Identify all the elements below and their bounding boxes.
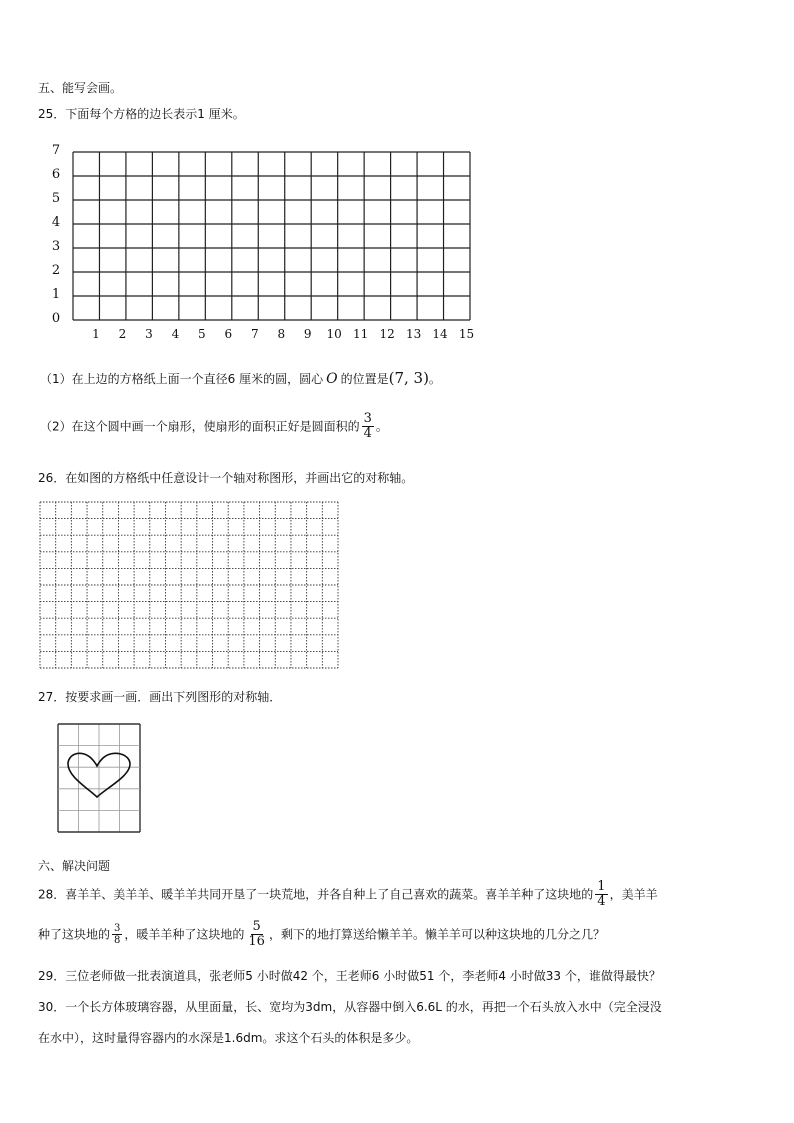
q25-center-variable: O bbox=[326, 371, 338, 387]
q25-y-label: 4 bbox=[51, 215, 61, 230]
q27-text: 27．按要求画一画．画出下列图形的对称轴． bbox=[38, 690, 282, 704]
q26-text: 26．在如图的方格纸中任意设计一个轴对称图形，并画出它的对称轴。 bbox=[38, 471, 414, 485]
section5-title: 五、能写会画。 bbox=[38, 81, 123, 95]
q25-x-label: 5 bbox=[198, 327, 206, 341]
q25-grid-lines bbox=[73, 152, 470, 320]
q25-sub2-text: （2）在这个圆中画一个扇形，使扇形的面积正好是圆面积的 bbox=[40, 419, 360, 434]
q25-x-label: 3 bbox=[145, 327, 153, 341]
q25-x-axis-labels bbox=[92, 327, 474, 341]
q28-line1 bbox=[38, 880, 658, 910]
q25-x-label: 8 bbox=[277, 327, 286, 341]
q25-sub1 bbox=[40, 369, 441, 387]
q25-x-label: 14 bbox=[432, 327, 448, 341]
q28-text5: ，剩下的地打算送给懒羊羊。懒羊羊可以种这块地的几分之几？ bbox=[268, 927, 605, 942]
q25-sub2-end: 。 bbox=[375, 419, 388, 434]
q25-center-coordinate: (7, 3) bbox=[388, 369, 429, 387]
q28-fraction-2 bbox=[112, 923, 122, 946]
q28-text1: 28．喜羊羊、美羊羊、暖羊羊共同开垦了一块荒地，并各自种上了自己喜欢的蔬菜。喜羊羊种了这块地的 bbox=[38, 887, 594, 902]
q25-sub1-text: （1）在上边的方格纸上面一个直径6 厘米的圆，圆心 bbox=[40, 372, 324, 386]
q25-x-label: 7 bbox=[250, 327, 259, 341]
q25-y-axis-labels bbox=[52, 143, 60, 326]
q25-x-label: 4 bbox=[171, 327, 180, 341]
q28-fraction-2-denominator: 8 bbox=[114, 935, 121, 947]
q25-y-label: 0 bbox=[51, 311, 61, 326]
q25-y-label: 3 bbox=[51, 239, 61, 254]
q25-x-label: 12 bbox=[379, 327, 395, 341]
q25-y-label: 6 bbox=[51, 167, 61, 182]
q28-fraction-3 bbox=[246, 920, 267, 950]
q28-line2 bbox=[38, 920, 605, 950]
q25-fraction-denominator: 4 bbox=[363, 426, 372, 442]
q25-grid bbox=[40, 140, 490, 345]
q25-sub1-end: 。 bbox=[428, 372, 441, 386]
q28-fraction-1-denominator: 4 bbox=[597, 894, 606, 910]
q25-x-label: 6 bbox=[224, 327, 233, 341]
q25-x-label: 2 bbox=[118, 327, 127, 341]
q25-sub2 bbox=[40, 412, 388, 442]
q30-line2: 在水中），这时量得容器内的水深是1.6dm。求这个石头的体积是多少。 bbox=[38, 1031, 419, 1045]
q25-x-label: 11 bbox=[353, 327, 369, 341]
q25-text: 25．下面每个方格的边长表示1 厘米。 bbox=[38, 107, 245, 121]
q28-fraction-3-numerator: 5 bbox=[252, 919, 261, 934]
q26-dotted-grid bbox=[38, 500, 343, 672]
q27-grid-lines bbox=[58, 724, 140, 832]
q28-text4: ，暖羊羊种了这块地的 bbox=[124, 927, 245, 942]
q28-fraction-2-numerator: 3 bbox=[114, 923, 121, 935]
q28-fraction-3-denominator: 16 bbox=[248, 934, 265, 950]
q25-fraction-numerator: 3 bbox=[363, 411, 372, 426]
section6-title: 六、解决问题 bbox=[38, 859, 111, 873]
q26-grid-lines bbox=[40, 502, 338, 668]
q29-text: 29．三位老师做一批表演道具，张老师5 小时做42 个，王老师6 小时做51 个，李老师4 小时做33 个，谁做得最快？ bbox=[38, 969, 661, 983]
q25-y-label: 5 bbox=[51, 191, 61, 206]
q25-x-label: 9 bbox=[303, 327, 312, 341]
q25-y-label: 7 bbox=[51, 143, 61, 158]
q25-x-label: 13 bbox=[405, 327, 422, 341]
q25-x-label: 15 bbox=[458, 327, 475, 341]
q28-fraction-1-numerator: 1 bbox=[597, 879, 606, 894]
q25-fraction bbox=[362, 412, 374, 442]
q25-y-label: 2 bbox=[51, 263, 61, 278]
q25-x-label: 10 bbox=[326, 327, 342, 341]
q25-x-label: 1 bbox=[92, 327, 100, 341]
q25-y-label: 1 bbox=[51, 287, 61, 302]
q28-text3: 种了这块地的 bbox=[38, 927, 111, 942]
q27-heart-figure bbox=[56, 722, 146, 837]
q25-sub1-mid: 的位置是 bbox=[340, 372, 389, 386]
q28-text2: ，美羊羊 bbox=[609, 887, 658, 902]
q28-fraction-1 bbox=[595, 880, 607, 910]
q30-line1: 30．一个长方体玻璃容器，从里面量，长、宽均为3dm，从容器中倒入6.6L 的水，再把一个石头放入水中（完全浸没 bbox=[38, 1000, 662, 1014]
